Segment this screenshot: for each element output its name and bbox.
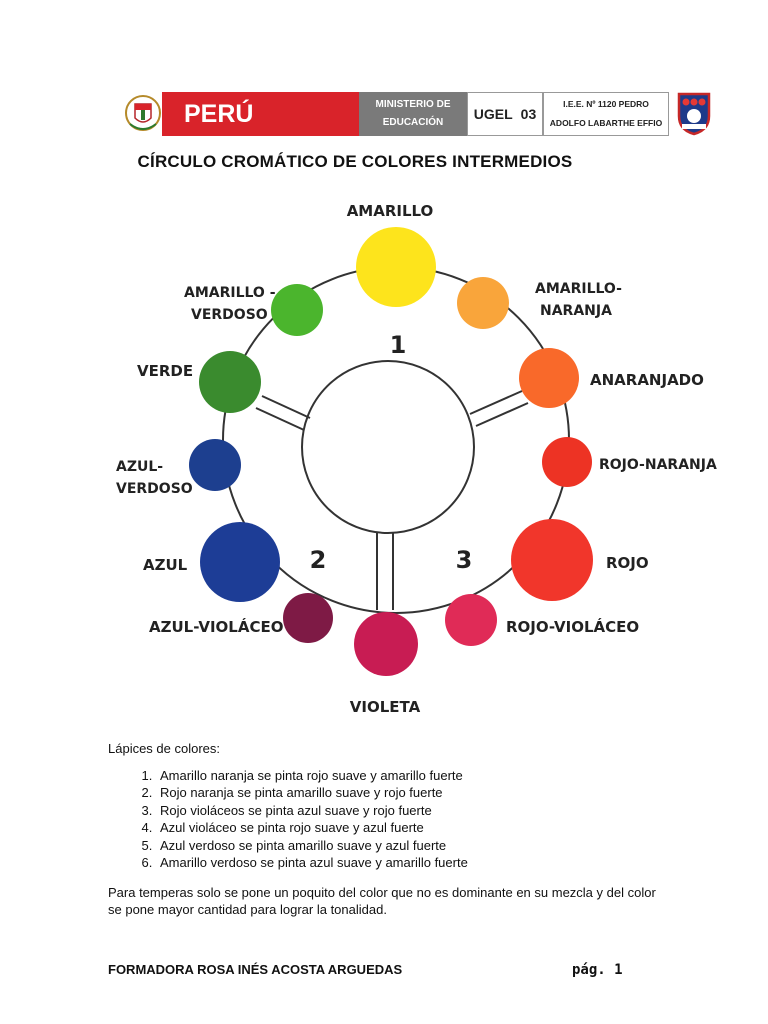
school-logo-icon — [676, 90, 712, 136]
list-intro: Lápices de colores: — [108, 741, 221, 756]
label-rojo-violaceo: ROJO-VIOLÁCEO — [506, 618, 640, 636]
wheel-center — [302, 361, 474, 533]
swatch-anaranjado — [519, 348, 579, 408]
list-item: 6. Amarillo verdoso se pinta azul suave y amarillo fuerte — [156, 854, 668, 872]
label-amarillo: AMARILLO — [346, 202, 434, 220]
label-rojo: ROJO — [606, 554, 649, 572]
label-amarillo-naranja-1: AMARILLO- — [535, 281, 622, 297]
footer-author: FORMADORA ROSA INÉS ACOSTA ARGUEDAS — [108, 962, 403, 977]
header-banner — [124, 90, 663, 138]
section-number-1: 1 — [389, 331, 407, 359]
label-azul-verdoso-1: AZUL- — [116, 459, 164, 475]
label-azul: AZUL — [143, 556, 188, 574]
ugel-text: UGEL — [473, 106, 513, 122]
swatch-rojo-naranja — [542, 437, 592, 487]
swatch-rojo — [511, 519, 593, 601]
label-verde: VERDE — [137, 362, 194, 380]
swatch-verde — [199, 351, 261, 413]
label-azul-verdoso-2: VERDOSO — [116, 481, 193, 497]
school-line-1: I.E.E. Nº 1120 PEDRO — [563, 99, 649, 110]
school-line-2: ADOLFO LABARTHE EFFIO — [549, 118, 663, 128]
peru-crest-icon — [124, 90, 162, 136]
section-number-3: 3 — [455, 546, 473, 574]
school-name — [543, 92, 669, 136]
swatch-rojo-violaceo — [445, 594, 497, 646]
list-item: 2. Rojo naranja se pinta amarillo suave y rojo fuerte — [156, 784, 668, 802]
ministry-line-1: MINISTERIO DE — [375, 99, 451, 110]
ugel-number: 03 — [520, 106, 537, 122]
ministry-label — [359, 92, 467, 136]
ministry-line-2: EDUCACIÓN — [382, 117, 444, 128]
page-number: pág. 1 — [572, 962, 623, 978]
country-label: PERÚ — [162, 92, 359, 136]
label-anaranjado: ANARANJADO — [590, 371, 704, 389]
label-rojo-naranja: ROJO-NARANJA — [599, 457, 717, 473]
body-text — [108, 740, 668, 919]
ugel-label — [467, 92, 543, 136]
swatch-violeta — [354, 612, 418, 676]
label-amarillo-naranja-2: NARANJA — [540, 303, 612, 319]
swatch-azul-violaceo — [283, 593, 333, 643]
swatch-amarillo-naranja — [457, 277, 509, 329]
list-item: 5. Azul verdoso se pinta amarillo suave y azul fuerte — [156, 837, 668, 855]
list-item: 3. Rojo violáceos se pinta azul suave y rojo fuerte — [156, 802, 668, 820]
label-violeta: VIOLETA — [349, 698, 421, 716]
section-number-2: 2 — [309, 546, 327, 574]
label-azul-violaceo: AZUL-VIOLÁCEO — [149, 618, 284, 636]
label-amarillo-verdoso-1: AMARILLO - — [184, 285, 276, 301]
list-item: 4. Azul violáceo se pinta rojo suave y azul fuerte — [156, 819, 668, 837]
label-amarillo-verdoso-2: VERDOSO — [191, 307, 268, 323]
swatch-azul-verdoso — [189, 439, 241, 491]
swatch-amarillo-verdoso — [271, 284, 323, 336]
color-wheel — [100, 190, 730, 720]
instructions-list — [108, 767, 668, 872]
document-title: CÍRCULO CROMÁTICO DE COLORES INTERMEDIOS — [137, 152, 573, 171]
swatch-amarillo — [356, 227, 436, 307]
tempera-paragraph: Para temperas solo se pone un poquito del color que no es dominante en su mezcla y del color se pone mayor cantidad para lograr la tonalidad. — [108, 884, 656, 917]
swatch-azul — [200, 522, 280, 602]
list-item: 1. Amarillo naranja se pinta rojo suave y amarillo fuerte — [156, 767, 668, 785]
